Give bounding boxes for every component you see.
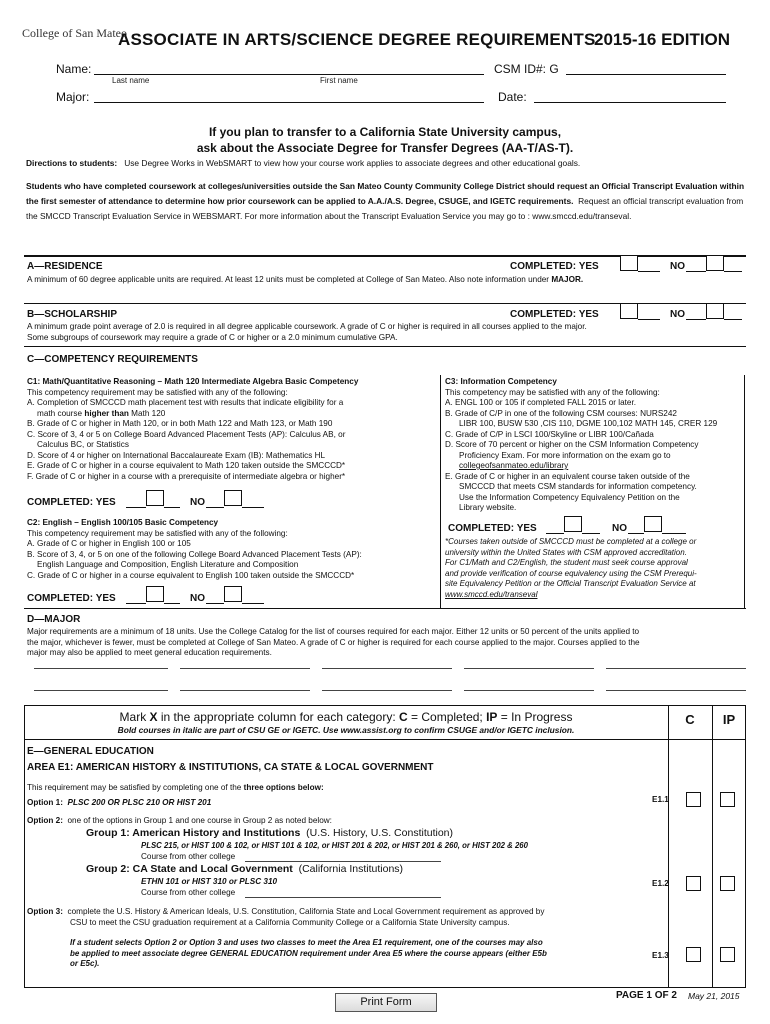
c1-no-label: NO [190, 497, 205, 508]
major-course-line[interactable] [322, 668, 452, 669]
e1-1-c-checkbox[interactable] [686, 792, 701, 807]
col-ip-header: IP [722, 712, 736, 727]
major-course-line[interactable] [606, 668, 746, 669]
c2-yes-checkbox[interactable] [146, 586, 164, 602]
transeval-link[interactable]: www.smccd.edu/transeval [445, 589, 538, 599]
c3-information-block: C3: Information Competency This competency may be satisfied with any of the following: A. ENGL 100 or 105 if completed FALL 2015 or later. B. Grade of C/P in one of the following CSM courses: NURS242 LIBR 100, BUSW 530 ,CIS 110, DGME 100,102 MATH 145, CRER 129 C. Grade of C/P in LSCI 100/Skyline or LIBR 100/Cañada D. Score of 70 percent or higher on the CSM Information Competency Proficiency Exam. For more information on the exam go to collegeofsanmateo.edu/library E. Grade of C or higher in an equivalent course taken outside of the SMCCCD that meets CSM standards for information competency. Use the Information Competency Equivalency Petition on the Library website. [445, 377, 718, 512]
date-input[interactable] [534, 102, 726, 103]
group-2-title: Group 2: CA State and Local Government (California Institutions) [86, 863, 404, 875]
section-a-text: A minimum of 60 degree applicable units are required. At least 12 units must be completed at College of San Mateo. Also note information under MAJOR. [27, 275, 584, 284]
c1-yes-label: COMPLETED: YES [27, 497, 116, 508]
option-2: Option 2: one of the options in Group 1 and one course in Group 2 as noted below: [27, 816, 332, 825]
underline [546, 522, 564, 534]
divider [24, 739, 746, 740]
major-course-line[interactable] [180, 668, 310, 669]
e1-2-c-checkbox[interactable] [686, 876, 701, 891]
option-3-line2: CSU to meet the CSU graduation requirement at a California Community College or a California State University campus. [70, 918, 510, 927]
underline [126, 592, 146, 604]
e1-1-label: E1.1 [652, 795, 669, 804]
option-3: Option 3: complete the U.S. History & American Ideals, U.S. Constitution, California State and Local Government requirement as approved by [27, 907, 545, 916]
college-logo: College of San Mateo [22, 26, 127, 40]
ge-instructions: Mark X in the appropriate column for each category: C = Completed; IP = In Progress [119, 710, 573, 724]
major-input[interactable] [94, 102, 484, 103]
date-label: Date: [498, 90, 527, 104]
underline [206, 496, 224, 508]
c2-english-block: C2: English – English 100/105 Basic Competency This competency requirement may be satisfied with any of the following: A. Grade of C or higher in English 100 or 105 B. Score of 3, 4, or 5 on one of the following College Board Advanced Placement Tests (AP): English Language and Composition, English Literature and Composition C. Grade of C or higher in a course equivalent to English 100 taken outside the SMCCCD* [27, 518, 362, 580]
group-1-title: Group 1: American History and Institutions (U.S. History, U.S. Constitution) [86, 827, 453, 839]
scholarship-no-label: NO [670, 309, 685, 320]
section-d-text: Major requirements are a minimum of 18 units. Use the College Catalog for the list of courses required for each major. Either 12 units or 50 percent of the units applied to the major, whichever is fewer, must be completed at College of San Mateo. A grade of C or higher is required for each course applied to the major. Courses applied to the major may also be applied to meet general education requirements. [27, 627, 640, 657]
group-1-courses: PLSC 215, or HIST 100 & 102, or HIST 101 & 102, or HIST 201 & 202, or HIST 201 & 260, or HIST 202 & 260 [141, 841, 528, 850]
e5-note: If a student selects Option 2 or Option 3 and uses two classes to meet the Area E1 requirement, one of the courses may also be applied to meet associate degree GENERAL EDUCATION requirement under Area E5 where the course appears (either E5b or E5c). [70, 938, 547, 968]
e1-1-ip-checkbox[interactable] [720, 792, 735, 807]
underline [242, 496, 264, 508]
print-form-button[interactable]: Print Form [335, 993, 437, 1012]
underline [662, 522, 686, 534]
c3-no-checkbox[interactable] [644, 516, 662, 532]
transfer-heading: If you plan to transfer to a California State University campus, ask about the Associate Degree for Transfer Degrees (AA-T/AS-T). [196, 125, 574, 155]
c2-no-checkbox[interactable] [224, 586, 242, 602]
major-course-line[interactable] [606, 690, 746, 691]
underline [638, 260, 660, 272]
major-course-line[interactable] [180, 690, 310, 691]
major-course-line[interactable] [34, 690, 168, 691]
option-1: Option 1: PLSC 200 OR PLSC 210 OR HIST 201 [27, 798, 212, 807]
major-course-line[interactable] [464, 668, 594, 669]
divider [24, 608, 746, 609]
name-input[interactable] [94, 74, 484, 75]
c3-yes-label: COMPLETED: YES [448, 523, 537, 534]
edition-label: 2015-16 EDITION [594, 30, 731, 49]
outside-course-note: *Courses taken outside of SMCCCD must be completed at a college or university within the United States with CSM approved accreditation. For C1/Math and C2/English, the student must seek course approval and provide verification of course equivalency using the CSM Prerequi- site Equivalency Petition or the Official Transcript Evaluation Service at www.smccd.edu/transeval [445, 537, 743, 600]
major-course-line[interactable] [322, 690, 452, 691]
scholarship-yes-checkbox[interactable] [620, 303, 638, 319]
c2-no-label: NO [190, 593, 205, 604]
residence-no-checkbox[interactable] [706, 255, 724, 271]
name-label: Name: [56, 62, 92, 76]
section-e-title: E—GENERAL EDUCATION [27, 746, 154, 757]
major-course-line[interactable] [34, 668, 168, 669]
underline [126, 496, 146, 508]
e1-2-ip-checkbox[interactable] [720, 876, 735, 891]
column-divider [712, 705, 713, 988]
underline [164, 496, 180, 508]
section-b-title: B—SCHOLARSHIP [27, 309, 118, 320]
last-name-caption: Last name [112, 76, 150, 85]
e1-2-label: E1.2 [652, 879, 669, 888]
csu-igetc-note: Bold courses in italic are part of CSU GE or IGETC. Use www.assist.org to confirm CSUGE and/or IGETC inclusion. [117, 725, 575, 735]
csm-id-label: CSM ID#: G [494, 62, 559, 76]
underline [638, 308, 660, 320]
section-c-title: C—COMPETENCY REQUIREMENTS [27, 354, 198, 365]
section-d-title: D—MAJOR [27, 614, 81, 625]
group-2-other-college: Course from other college [141, 888, 236, 897]
revision-date: May 21, 2015 [688, 991, 740, 1001]
underline [582, 522, 600, 534]
c3-no-label: NO [612, 523, 627, 534]
major-label: Major: [56, 90, 90, 104]
residence-yes-label: COMPLETED: YES [510, 261, 599, 272]
underline [628, 522, 644, 534]
c1-no-checkbox[interactable] [224, 490, 242, 506]
residence-yes-checkbox[interactable] [620, 255, 638, 271]
underline [206, 592, 224, 604]
c2-yes-label: COMPLETED: YES [27, 593, 116, 604]
column-divider [668, 705, 669, 988]
directions-text: Directions to students: Use Degree Works in WebSMART to view how your course work applies to associate degrees and other educational goals. [26, 158, 581, 168]
c1-math-block: C1: Math/Quantitative Reasoning – Math 120 Intermediate Algebra Basic Competency This competency requirement may be satisfied with any of the following: A. Completion of SMCCCD math placement test with results that indicate eligibility for a math course higher than Math 120 B. Grade of C or higher in Math 120, or in both Math 122 and Math 123, or Math 190 C. Score of 3, 4 or 5 on College Board Advanced Placement Tests (AP): Calculus AB, or Calculus BC, or Statistics D. Score of 4 or higher on International Baccalaureate Exam (IB): Mathematics HL E. Grade of C or higher in a course equivalent to Math 120 taken outside the SMCCCD* F. Grade of C or higher in a course with a prerequisite of intermediate algebra or higher* [27, 377, 359, 481]
area-e1-title: AREA E1: AMERICAN HISTORY & INSTITUTIONS, CA STATE & LOCAL GOVERNMENT [27, 762, 434, 773]
e1-intro: This requirement may be satisfied by completing one of the three options below: [27, 783, 324, 792]
underline [724, 260, 742, 272]
scholarship-no-checkbox[interactable] [706, 303, 724, 319]
column-divider [440, 375, 441, 608]
group-2-other-input[interactable] [245, 897, 441, 898]
csm-id-input[interactable] [566, 74, 726, 75]
residence-no-label: NO [670, 261, 685, 272]
underline [686, 260, 706, 272]
underline [724, 308, 742, 320]
e1-3-label: E1.3 [652, 951, 669, 960]
divider [24, 346, 746, 347]
form-title: ASSOCIATE IN ARTS/SCIENCE DEGREE REQUIREMENTS [118, 30, 596, 49]
underline [686, 308, 706, 320]
scholarship-yes-label: COMPLETED: YES [510, 309, 599, 320]
group-1-other-college: Course from other college [141, 852, 236, 861]
c3-yes-checkbox[interactable] [564, 516, 582, 532]
major-course-line[interactable] [464, 690, 594, 691]
page-number: PAGE 1 OF 2 [616, 990, 677, 1001]
c1-yes-checkbox[interactable] [146, 490, 164, 506]
group-1-other-input[interactable] [245, 861, 441, 862]
section-b-text: A minimum grade point average of 2.0 is required in all degree applicable coursework. A grade of C or higher is required in all courses applied to the major. Some subgroups of coursework may require a grade of C or higher or a 2.0 minimum cumulative GPA. [27, 322, 587, 342]
underline [242, 592, 264, 604]
group-2-courses: ETHN 101 or HIST 310 or PLSC 310 [141, 877, 278, 886]
underline [164, 592, 180, 604]
section-a-title: A—RESIDENCE [27, 261, 103, 272]
e1-3-ip-checkbox[interactable] [720, 947, 735, 962]
transcript-evaluation-notice: Students who have completed coursework at colleges/universities outside the San Mateo County Community College District should request an Official Transcript Evaluation within the first semester of attendance to determine how prior coursework can be applied to A.A./A.S. Degree, CSUGE, and IGETC requirements. Request an official transcript evaluation from the SMCCD Transcript Evaluation Service in WEBSMART. For more information about the Transcript Evaluation Service you may go to : www.smccd.edu/transeval. [26, 181, 745, 221]
e1-3-c-checkbox[interactable] [686, 947, 701, 962]
col-c-header: C [685, 712, 695, 727]
first-name-caption: First name [320, 76, 358, 85]
